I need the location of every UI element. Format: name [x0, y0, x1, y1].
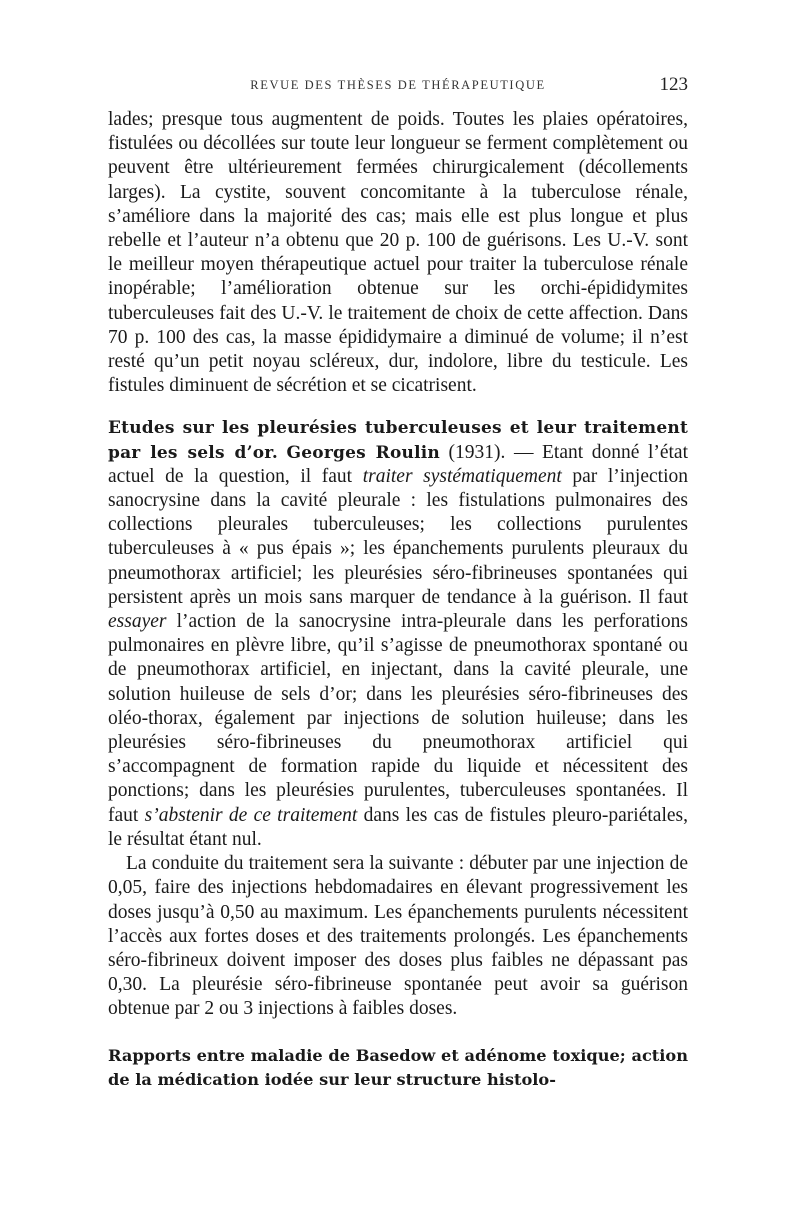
- emphasis-text: s’abstenir de ce traitement: [144, 804, 358, 826]
- running-header: [108, 74, 688, 100]
- paragraph-renal-tuberculosis: lades; presque tous augmentent de poids. Toutes les plaies opératoires, fistulées ou décollées sur toute leur longueur se ferment complètement ou peuvent être ultérieurement fermées chirurgicalement (décollements larges). La cystite, souvent concomitante à la tuberculose rénale, s’améliore dans la majorité des cas; mais elle est plus longue et plus rebelle et l’auteur n’a obtenu que 20 p. 100 de guérisons. Les U.-V. sont le meilleur moyen thérapeutique actuel pour traiter la tuberculose rénale inopérable; l’amélioration obtenue sur les orchi-épididymites tuberculeuses fait des U.-V. le traitement de choix de cette affection. Dans 70 p. 100 des cas, la masse épididymaire a diminué de volume; il n’est resté qu’un petit noyau scléreux, dur, indolore, libre du testicule. Les fistules diminuent de sécrétion et se cicatrisent.: [108, 109, 688, 397]
- body-text: l’action de la sanocrysine intra-pleurale dans les perforations pulmonaires en plèvre libre, qu’il s’agisse de pneumothorax spontané ou de pneumothorax artificiel, en injectant, dans la cavité pleurale, une solution huileuse de sels d’or; dans les pleurésies séro-fibrineuses des oléo-thorax, également par injections de solution huileuse; dans les pleurésies séro-fibrineuses du pneumothorax artificiel qui s’accompagnent de formation rapide du liquide et nécessitent des ponctions; dans les pleurésies purulentes, tuberculeuses spontanées. Il faut: [108, 611, 688, 826]
- section-pleurisy-entry: [108, 416, 688, 852]
- emphasis-text: traiter systématiquement: [362, 465, 562, 487]
- body-text: — Etant donné l’état actuel de la question, il faut: [108, 441, 689, 487]
- author-name: Georges Roulin: [286, 442, 440, 463]
- section-title: Rapports entre maladie de Basedow et adénome toxique; action de la médication iodée sur leur structure histolo-: [108, 1045, 688, 1089]
- publication-year: (1931).: [448, 441, 506, 463]
- section-title: Etudes sur les pleurésies tuberculeuses et leur traitement par les sels d’or.: [108, 418, 688, 463]
- page-number: 123: [659, 74, 688, 95]
- page-body: [108, 108, 688, 1092]
- body-text: dans les cas de fistules pleuro-pariétales, le résultat étant nul.: [108, 804, 688, 850]
- spacer: [108, 1022, 688, 1044]
- spacer: [108, 398, 688, 416]
- paragraph-treatment-protocol: La conduite du traitement sera la suivante : débuter par une injection de 0,05, faire des injections hebdomadaires en élevant progressivement les doses jusqu’à 0,50 au maximum. Les épanchements purulents nécessitent l’accès aux fortes doses et des traitements prolongés. Les épanchements séro-fibrineux doivent imposer des doses plus faibles ne dépassant pas 0,30. La pleurésie séro-fibrineuse spontanée peut avoir sa guérison obtenue par 2 ou 3 injections à faibles doses.: [108, 853, 688, 1020]
- running-title: REVUE DES THÈSES DE THÉRAPEUTIQUE: [250, 78, 546, 92]
- section-basedow-entry: [108, 1044, 688, 1092]
- emphasis-text: essayer: [108, 611, 167, 633]
- body-text: par l’injection sanocrysine dans la cavité pleurale : les fistulations pulmonaires des collections pleurales tuberculeuses; les collections purulentes tuberculeuses à « pus épais »; les épanchements purulents pleuraux du pneumothorax artificiel; les pleurésies séro-fibrineuses spontanées qui persistent après un mois sans marquer de tendance à la guérison. Il faut: [108, 465, 688, 608]
